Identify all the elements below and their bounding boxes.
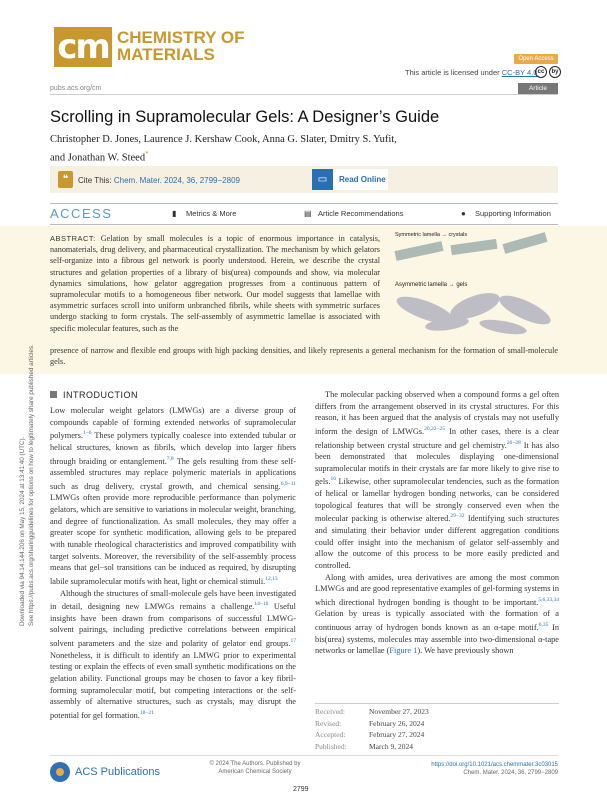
section-marker — [50, 391, 57, 398]
introduction-heading-label: INTRODUCTION — [63, 390, 138, 400]
download-notice-line2[interactable]: See https://pubs.acs.org/sharingguidelines for options on how to legitimately share published articles. — [28, 344, 35, 626]
page-number: 2799 — [293, 786, 309, 793]
history-divider — [315, 703, 559, 704]
footer-journal-citation: Chem. Mater. 2024, 36, 2799−2809 — [463, 770, 558, 776]
citation-ref[interactable]: 17 — [290, 638, 296, 645]
read-online-label: Read Online — [339, 175, 386, 184]
paragraph: Although the structures of small-molecule gels have been investigated in detail, designing new LMWGs remains a challenge.$^{14-16}$ Useful insights have been drawn from comparisons of successful LMWG-solvent pairings, including predictive correlations between empirical solvent parameters and the size and polarity of gelator end groups.$^{17}$ Nonetheless, it is difficult to identify an LMWG prior to experimental testing or explain the effects of even small synthetic modifications on the gelation ability. Functional groups may be chosen to favor a key fibril-forming supramolecular motif, but competing interactions or the self-assembly of alternative structures, such as crystals, may disrupt the potential for gel formation.$^{18-21}$ — [50, 588, 296, 720]
footer-citation — [420, 761, 558, 777]
accepted-date: February 27, 2024 — [369, 730, 425, 740]
read-online-button[interactable] — [312, 169, 388, 190]
by-icon: by — [549, 66, 561, 78]
citation-ref[interactable]: 14−16 — [254, 601, 269, 608]
article-title: Scrolling in Supramolecular Gels: A Designer’s Guide — [50, 108, 440, 126]
document-icon: ▤ — [304, 209, 312, 218]
copyright-line1: © 2024 The Authors. Published by — [209, 761, 301, 767]
body-column-left — [50, 405, 296, 722]
footer-divider — [50, 755, 558, 756]
citation-ref[interactable]: 16 — [330, 476, 336, 483]
cc-icon: cc — [535, 66, 547, 78]
citation-ref[interactable]: 1−6 — [82, 430, 92, 437]
abstract-tail: presence of narrow and flexible end groups with high packing densities, and likely represents a general mechanism for the formation of small-molecule gels. — [50, 346, 558, 367]
quote-icon: ❝ — [58, 171, 73, 188]
cite-reference[interactable]: Chem. Mater. 2024, 36, 2799−2809 — [113, 176, 240, 185]
copyright-line2: American Chemical Society — [218, 769, 292, 775]
recommendations-link[interactable] — [304, 209, 403, 218]
journal-name-line1: CHEMISTRY OF — [117, 28, 245, 47]
citation-ref[interactable]: 26−28 — [506, 439, 521, 446]
published-date: March 9, 2024 — [369, 741, 413, 751]
gel-fibers — [394, 288, 554, 337]
metrics-link[interactable] — [172, 209, 236, 218]
revised-date: February 26, 2024 — [369, 718, 425, 728]
accepted-label: Accepted: — [315, 730, 346, 740]
license-prefix: This article is licensed under — [405, 68, 500, 77]
paragraph: The molecular packing observed when a compound forms a gel often differs from the arrangement observed in its crystal structures. For this reason, it has been argued that the analysis of crystals may not usefully inform the design of LMWGs.$^{20,22-25}$ In other cases, there is a clear relationship between crystal structure and gel chemistry.$^{26-28}$ It has also been demonstrated that molecules displaying one-dimensional supramolecular motifs in their crystals are far more likely to give rise to gels.$^{16}$ Likewise, other supramolecular tendencies, such as the formation of helical or lamellar hydrogen bonding networks, can be considered topological features that will be strongly conserved even when the molecular packing is otherwise altered.$^{29-32}$ Identifying such structures and simulating their behavior under different aggregation conditions could offer insight into the mechanism of gelator self-assembly and allow the outcome of this process to be more easily predicted and controlled. — [315, 390, 559, 570]
authors-line2[interactable]: and Jonathan W. Steed — [50, 152, 146, 164]
paragraph: Along with amides, urea derivatives are among the most common LMWGs and are good representative examples of gel-forming systems in which directional hydrogen bonding is thought to be important.$^{5,6,33,34}$ Gelation by ureas is typically associated with the formation of a continuous array of hydrogen bonds known as an α-tape motif.$^{6,35}$ In bis(urea) systems, molecules may assemble into two-dimensional α-tape networks or lamellae (Figure 1). We have previously shown — [315, 572, 559, 656]
journal-name-line2: MATERIALS — [117, 45, 215, 64]
acs-publications-label: ACS Publications — [75, 766, 160, 778]
body-column-right — [315, 389, 559, 657]
authors-line1[interactable]: Christopher D. Jones, Laurence J. Kershaw Cook, Anna G. Slater, Dmitry S. Yufit, — [50, 134, 397, 145]
license-line — [405, 68, 537, 77]
citation-ref[interactable]: 5,6,33,34 — [538, 597, 559, 604]
license-link[interactable]: CC-BY 4.0 — [501, 68, 538, 77]
supporting-info-icon: ● — [461, 209, 466, 218]
abstract-body: Gelation by small molecules is a topic of enormous importance in catalysis, nanomaterials, drug delivery, and pharmaceutical crystallization. The mechanism by which gelators self-organize into a fibrous gel network is poorly understood. Herein, we describe the crystal structures and gelation properties of a library of bis(urea) compounds and show, via molecular dynamics simulations, how gelator aggregation progresses from a continuous pattern of supramolecular motifs to a homogeneous fiber network. Our model suggests that lamellae with asymmetric surfaces scroll into uniform unbranched fibrils, while sheets with symmetric surfaces undergo stacking to form crystals. The self-assembly of asymmetric lamellae is associated with specific molecular features, such as the — [50, 234, 381, 333]
citation-ref[interactable]: 18−21 — [139, 710, 154, 717]
paragraph: Low molecular weight gelators (LMWGs) are a diverse group of compounds capable of forming extended networks of supramolecular polymers.$^{1-6}$ These polymers typically coalesce into extended tubular or helical structures, known as fibrils, which develop into larger fibers through braiding or entanglement.$^{7,8}$ The gels resulting from these self-assembled structures may replace polymeric materials in applications such as drug delivery, crystal growth, and chemical sensing.$^{6,9-11}$ LMWGs often provide more reproducible performance than polymeric gelators, which are sensitive to variations in molecular weight, branching, and degree of functionalization. As small molecules, they may offer a greater scope for synthetic modification, allowing gels to be prepared with tunable rheological characteristics and improved compatibility with target solvents. Moreover, the reversibility of the self-assembly process means that gel−sol transitions can be induced as required, by disrupting labile supramolecular motifs with heat, light or chemical stimuli.$^{12,13}$ — [50, 406, 296, 586]
monitor-icon: ▭ — [312, 169, 333, 190]
received-date: November 27, 2023 — [369, 707, 429, 716]
acs-publications-logo[interactable] — [50, 762, 160, 782]
citation-ref[interactable]: 20,22−25 — [424, 426, 446, 433]
citation-ref[interactable]: 7,8 — [166, 455, 174, 462]
site-url[interactable]: pubs.acs.org/cm — [50, 85, 102, 92]
copyright-notice — [180, 760, 330, 776]
citation-ref[interactable]: 29−32 — [450, 513, 465, 520]
download-notice-line1: Downloaded via 94.14.144.206 on May 15, 2024 at 13:41:40 (UTC). — [19, 436, 26, 626]
cc-license-icons[interactable] — [535, 66, 561, 78]
figure-link[interactable]: Figure 1 — [389, 646, 418, 656]
author-list — [50, 133, 560, 166]
cite-text — [78, 176, 240, 185]
toc-caption-gels: Asymmetric lamella → gels — [395, 282, 468, 288]
journal-logo[interactable]: cm — [54, 27, 112, 67]
access-label: ACCESS — [50, 206, 113, 221]
download-notice — [6, 236, 35, 626]
recommendations-label: Article Recommendations — [318, 209, 404, 218]
journal-name — [117, 29, 257, 63]
doi-link[interactable]: https://doi.org/10.1021/acs.chemmater.3c03015 — [431, 762, 558, 768]
toc-caption-crystals: Symmetric lamella → crystals — [395, 232, 468, 238]
header-divider — [50, 94, 558, 95]
bar-chart-icon: ▮ — [172, 209, 177, 218]
supporting-info-link[interactable] — [461, 209, 551, 218]
supporting-info-label: Supporting Information — [475, 209, 551, 218]
metrics-label: Metrics & More — [186, 209, 237, 218]
abstract-text — [50, 233, 380, 334]
published-label: Published: — [315, 741, 347, 751]
citation-ref[interactable]: 12,13 — [265, 576, 278, 583]
article-history — [315, 706, 429, 752]
acs-logo-icon — [50, 762, 70, 782]
revised-label: Revised: — [315, 718, 342, 728]
received-label: Received: — [315, 707, 345, 716]
citation-ref[interactable]: 6,35 — [538, 622, 549, 629]
article-type-tag: Article — [518, 83, 558, 94]
section-heading-introduction — [50, 390, 138, 400]
open-access-badge: Open Access — [514, 54, 558, 64]
abstract-label: ABSTRACT: — [50, 234, 96, 243]
corresponding-author-mark: * — [145, 150, 149, 158]
citation-ref[interactable]: 6,9−11 — [280, 480, 296, 487]
cite-label: Cite This: — [78, 176, 112, 185]
